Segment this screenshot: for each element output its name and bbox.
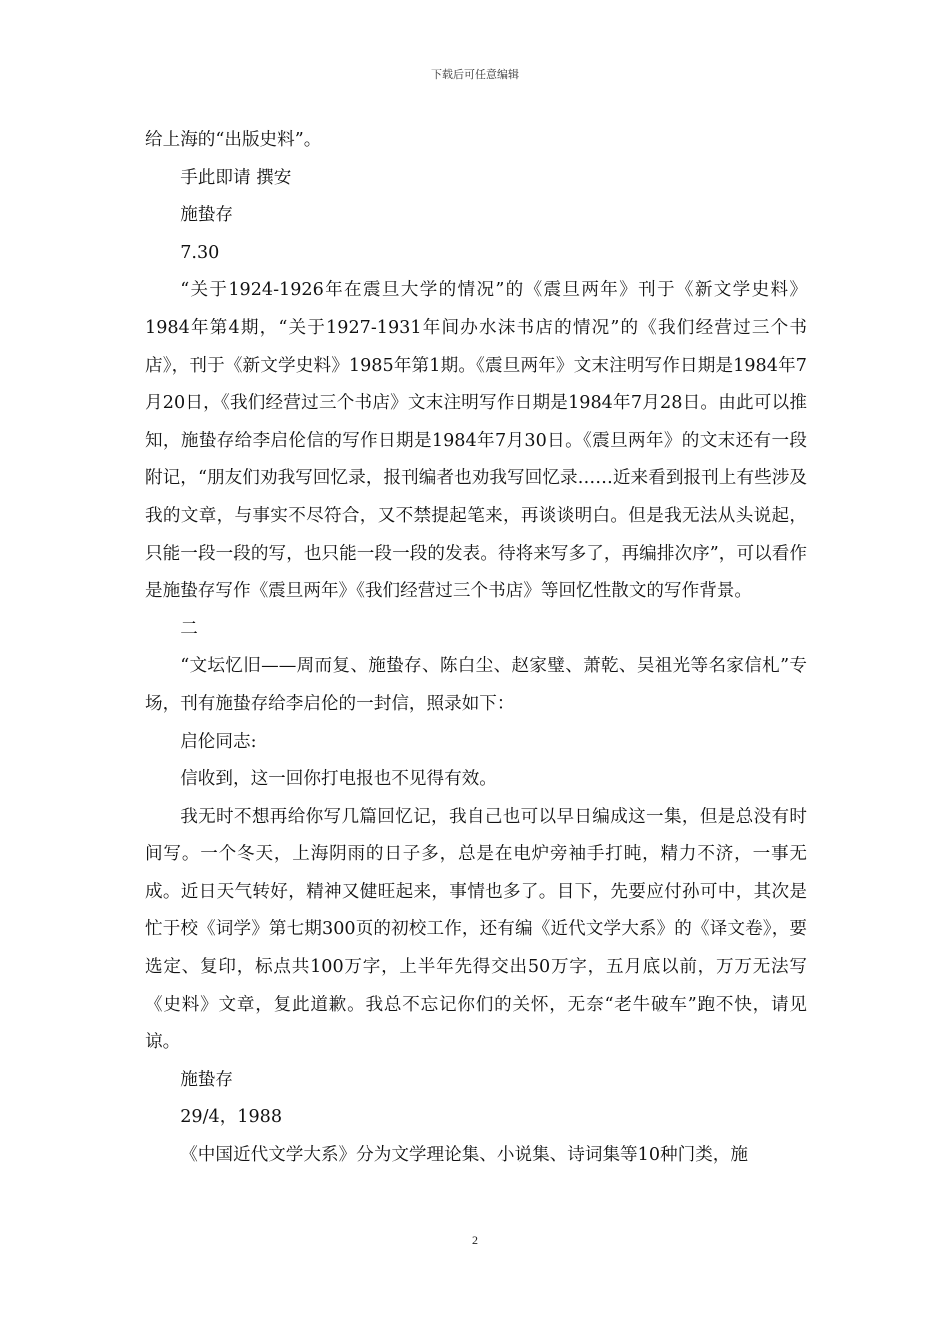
paragraph-7: “文坛忆旧——周而复、施蛰存、陈白尘、赵家璧、萧乾、吴祖光等名家信札”专场，刊有施蛰存给李启伦的一封信，照录如下： xyxy=(145,656,807,714)
paragraph-4: 7.30 xyxy=(180,242,220,263)
paragraph-2: 手此即请 撰安 xyxy=(180,167,292,188)
paragraph-10: 我无时不想再给你写几篇回忆记，我自己也可以早日编成这一集，但是总没有时间写。一个冬天，上海阴雨的日子多，总是在电炉旁袖手打盹，精力不济，一事无成。近日天气转好，精神又健旺起来，事情也多了。目下，先要应付孙可中，其次是忙于校《词学》第七期300页的初校工作，还有编《近代文学大系》的《译文卷》，要选定、复印，标点共100万字，上半年先得交出50万字，五月底以前，万万无法写《史料》文章，复此道歉。我总不忘记你们的关怀，无奈“老牛破车”跑不快，请见谅。 xyxy=(145,806,807,1053)
document-body xyxy=(145,122,807,1175)
page-header: 下载后可任意编辑 xyxy=(431,68,519,81)
paragraph-8: 启伦同志: xyxy=(180,731,257,752)
paragraph-11: 施蛰存 xyxy=(180,1069,233,1090)
paragraph-13: 《中国近代文学大系》分为文学理论集、小说集、诗词集等10种门类，施 xyxy=(180,1145,748,1166)
paragraph-5: “关于1924-1926年在震旦大学的情况”的《震旦两年》刊于《新文学史料》1984年第4期，“关于1927-1931年间办水沫书店的情况”的《我们经营过三个书店》，刊于《新文学史料》1985年第1期。《震旦两年》文末注明写作日期是1984年7月20日，《我们经营过三个书店》文末注明写作日期是1984年7月28日。由此可以推知，施蛰存给李启伦信的写作日期是1984年7月30日。《震旦两年》的文末还有一段附记，“朋友们劝我写回忆录，报刊编者也劝我写回忆录……近来看到报刊上有些涉及我的文章，与事实不尽符合，又不禁提起笔来，再谈谈明白。但是我无法从头说起，只能一段一段的写，也只能一段一段的发表。待将来写多了，再编排次序”，可以看作是施蛰存写作《震旦两年》《我们经营过三个书店》等回忆性散文的写作背景。 xyxy=(145,280,807,602)
paragraph-9: 信收到，这一回你打电报也不见得有效。 xyxy=(180,769,497,790)
page-number: 2 xyxy=(472,1233,478,1247)
paragraph-12: 29/4，1988 xyxy=(180,1107,283,1128)
paragraph-3: 施蛰存 xyxy=(180,205,233,226)
paragraph-1: 给上海的“出版史料”。 xyxy=(145,130,322,150)
section-heading: 二 xyxy=(180,618,198,639)
